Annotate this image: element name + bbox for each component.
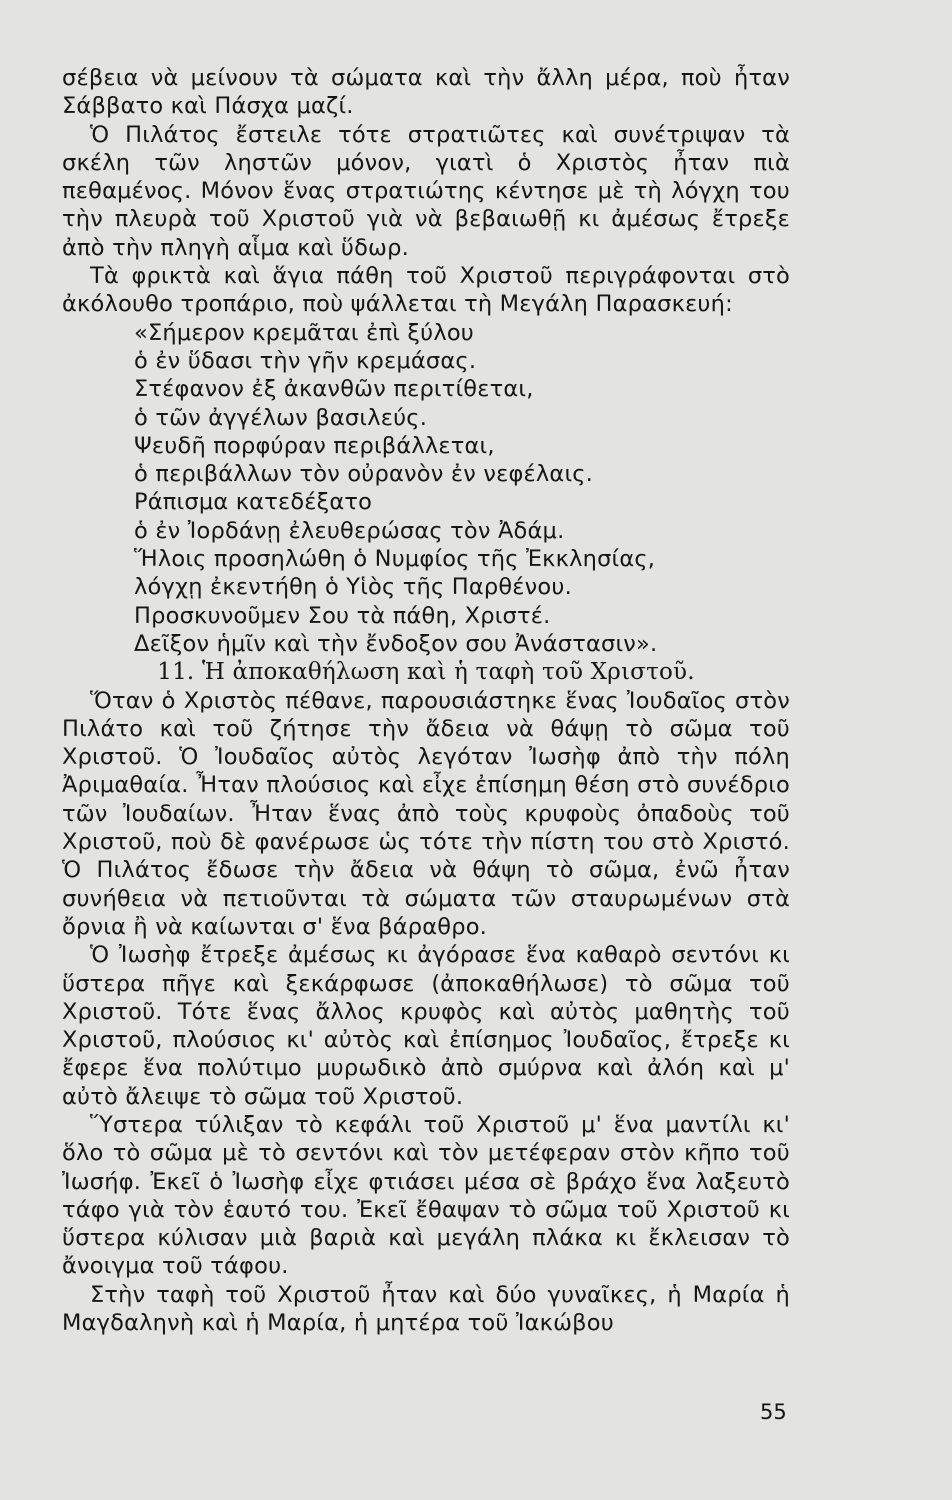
hymn-line: Ψευδῆ πορφύραν περιβάλλεται, — [134, 432, 495, 459]
hymn-line: ὁ περιβάλλων τὸν οὐρανὸν ἐν νεφέλαις. — [134, 461, 594, 488]
section-heading: 11. Ἡ ἀποκαθήλωση καὶ ἡ ταφὴ τοῦ Χριστοῦ. — [157, 659, 695, 686]
paragraph: Τὰ φρικτὰ καὶ ἅγια πάθη τοῦ Χριστοῦ περιγράφονται στὸ ἀκόλουθο τροπάριο, ποὺ ψάλλεται τὴ Μεγάλη Παρασκευή: — [62, 263, 790, 318]
hymn-line: Στέφανον ἐξ ἀκανθῶν περιτίθεται, — [134, 376, 534, 403]
page-body — [62, 64, 790, 1337]
hymn-line: ὁ τῶν ἀγγέλων βασιλεύς. — [134, 404, 428, 431]
hymn-troparion — [134, 319, 790, 659]
hymn-line: ὁ ἐν Ἰορδάνῃ ἐλευθερώσας τὸν Ἀδάμ. — [134, 517, 565, 544]
hymn-line: «Σήμερον κρεμᾶται ἐπὶ ξύλου — [134, 319, 475, 346]
paragraph: Ὅταν ὁ Χριστὸς πέθανε, παρουσιάστηκε ἕνας Ἰουδαῖος στὸν Πιλάτο καὶ τοῦ ζήτησε τὴν ἄδεια νὰ θάψῃ τὸ σῶμα τοῦ Χριστοῦ. Ὁ Ἰουδαῖος αὐτὸς λεγόταν Ἰωσὴφ ἀπὸ τὴν πόλη Ἀριμαθαία. Ἦταν πλούσιος καὶ εἶχε ἐπίσημη θέση στὸ συνέδριο τῶν Ἰουδαίων. Ἦταν ἕνας ἀπὸ τοὺς κρυφοὺς ὀπαδοὺς τοῦ Χριστοῦ, ποὺ δὲ φανέρωσε ὡς τότε τὴν πίστη του στὸ Χριστό. Ὁ Πιλάτος ἔδωσε τὴν ἄδεια νὰ θάψη τὸ σῶμα, ἐνῶ ἦταν συνήθεια νὰ πετιοῦνται τὰ σώματα τῶν σταυρωμένων στὰ ὄρνια ἢ νὰ καίωνται σ' ἕνα βάραθρο. — [62, 687, 790, 940]
paragraph: σέβεια νὰ μείνουν τὰ σώματα καὶ τὴν ἄλλη μέρα, ποὺ ἦταν Σάββατο καὶ Πάσχα μαζί. — [62, 65, 790, 120]
hymn-line: Ράπισμα κατεδέξατο — [134, 489, 373, 516]
hymn-line: λόγχῃ ἐκεντήθη ὁ Υἱὸς τῆς Παρθένου. — [134, 574, 572, 601]
hymn-line: Προσκυνοῦμεν Σου τὰ πάθη, Χριστέ. — [134, 602, 551, 629]
hymn-line: Ἥλοις προσηλώθη ὁ Νυμφίος τῆς Ἐκκλησίας, — [134, 546, 656, 573]
paragraph: Ὁ Πιλάτος ἔστειλε τότε στρατιῶτες καὶ συνέτριψαν τὰ σκέλη τῶν ληστῶν μόνον, γιατὶ ὁ Χριστὸς ἦταν πιὰ πεθαμένος. Μόνον ἕνας στρατιώτης κέντησε μὲ τὴ λόγχη του τὴν πλευρὰ τοῦ Χριστοῦ γιὰ νὰ βεβαιωθῇ κι ἀμέσως ἔτρεξε ἀπὸ τὴν πληγὴ αἷμα καὶ ὕδωρ. — [62, 121, 790, 261]
paragraph: Στὴν ταφὴ τοῦ Χριστοῦ ἦταν καὶ δύο γυναῖκες, ἡ Μαρία ἡ Μαγδαληνὴ καὶ ἡ Μαρία, ἡ μητέρα τοῦ Ἰακώβου — [62, 1281, 790, 1337]
page-number: 55 — [760, 1400, 787, 1424]
paragraph: Ὕστερα τύλιξαν τὸ κεφάλι τοῦ Χριστοῦ μ' ἕνα μαντίλι κι' ὅλο τὸ σῶμα μὲ τὸ σεντόνι καὶ τὸν μετέφεραν στὸν κῆπο τοῦ Ἰωσήφ. Ἐκεῖ ὁ Ἰωσὴφ εἶχε φτιάσει μέσα σὲ βράχο ἕνα λαξευτὸ τάφο γιὰ τὸν ἑαυτό του. Ἐκεῖ ἔθαψαν τὸ σῶμα τοῦ Χριστοῦ κι ὕστερα κύλισαν μιὰ βαριὰ καὶ μεγάλη πλάκα κι ἔκλεισαν τὸ ἄνοιγμα τοῦ τάφου. — [62, 1111, 790, 1280]
hymn-line: ὁ ἐν ὕδασι τὴν γῆν κρεμάσας. — [134, 347, 477, 374]
hymn-line: Δεῖξον ἡμῖν καὶ τὴν ἔνδοξον σου Ἀνάστασιν». — [134, 630, 658, 657]
paragraph: Ὁ Ἰωσὴφ ἔτρεξε ἀμέσως κι ἀγόρασε ἕνα καθαρὸ σεντόνι κι ὕστερα πῆγε καὶ ξεκάρφωσε (ἀποκαθήλωσε) τὸ σῶμα τοῦ Χριστοῦ. Τότε ἕνας ἄλλος κρυφὸς καὶ αὐτὸς μαθητὴς τοῦ Χριστοῦ, πλούσιος κι' αὐτὸς καὶ ἐπίσημος Ἰουδαῖος, ἔτρεξε κι ἔφερε ἕνα πολύτιμο μυρωδικὸ ἀπὸ σμύρνα καὶ ἀλόη καὶ μ' αὐτὸ ἄλειψε τὸ σῶμα τοῦ Χριστοῦ. — [62, 942, 790, 1110]
